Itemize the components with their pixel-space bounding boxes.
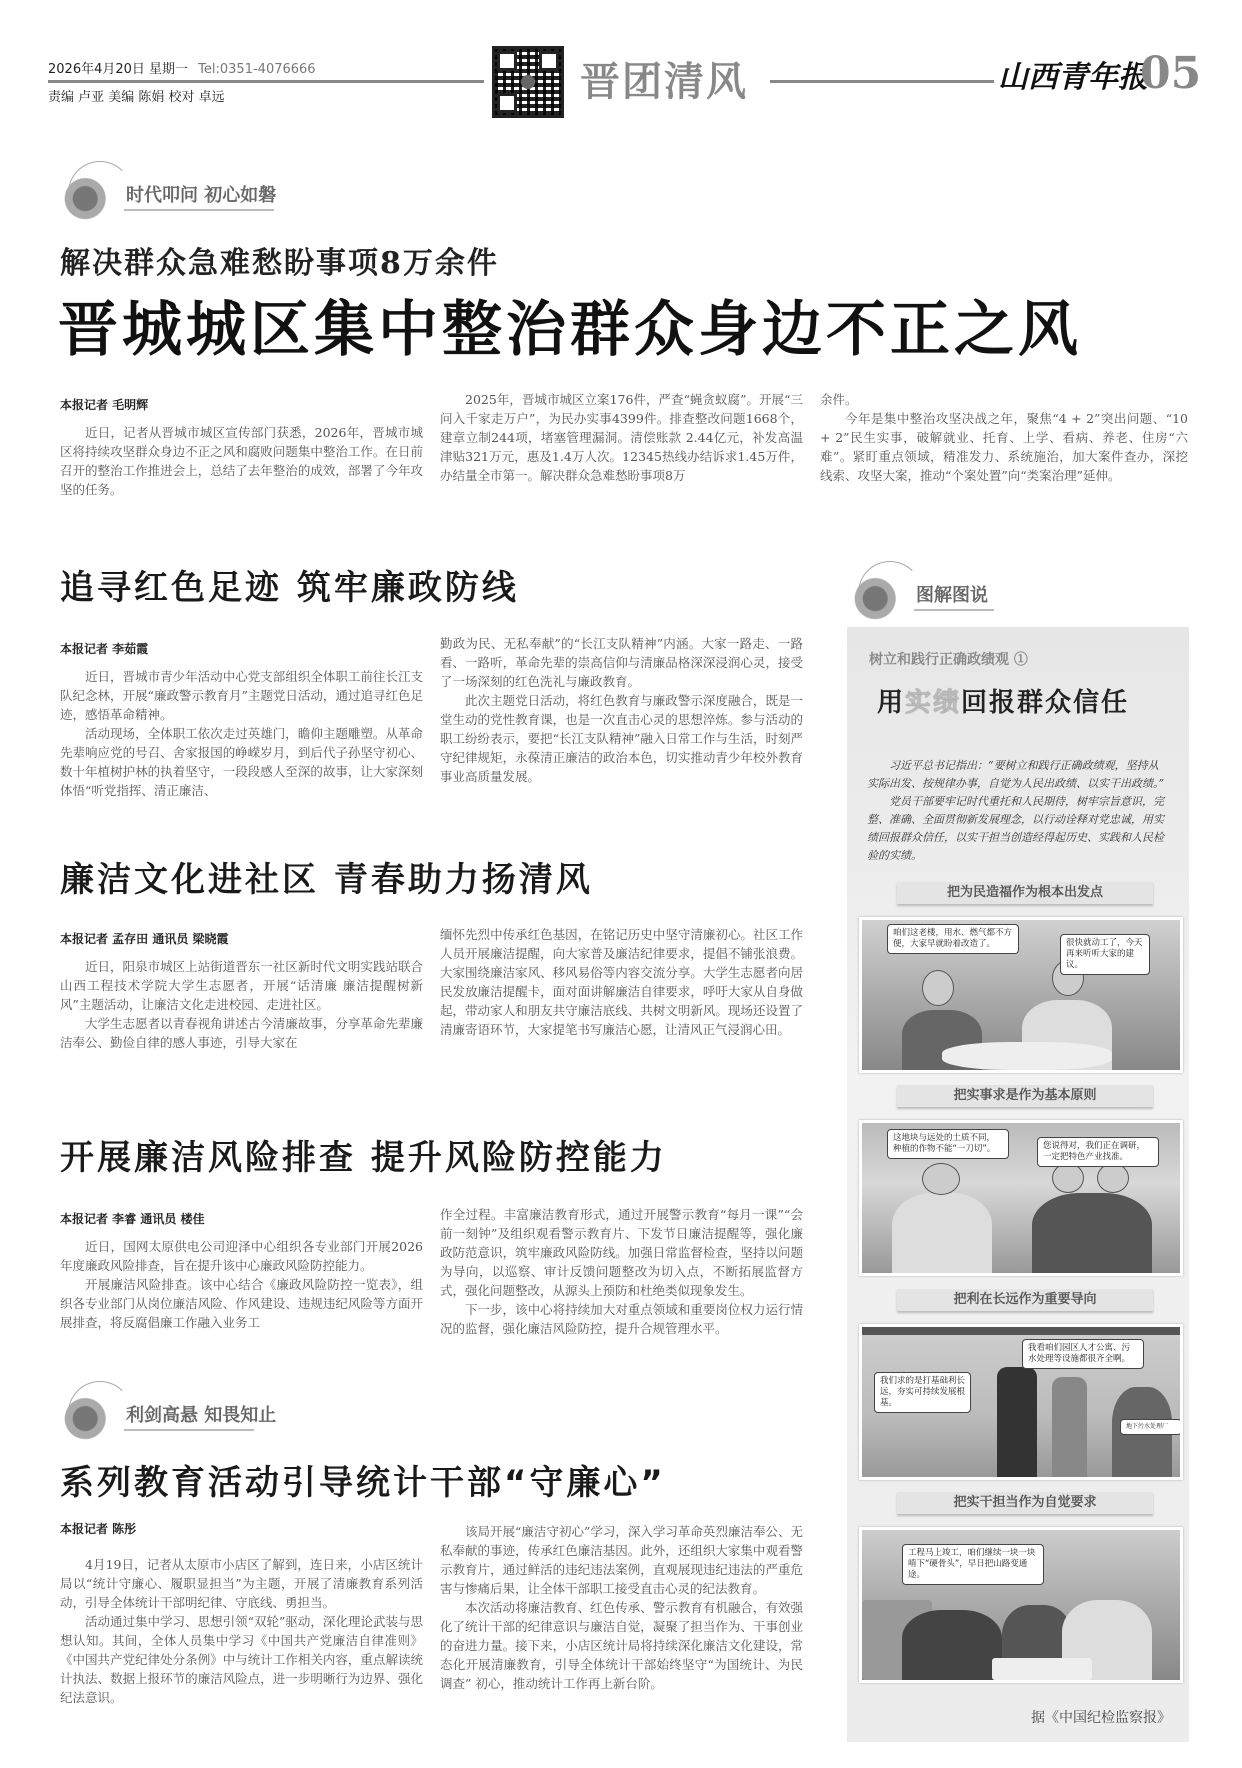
tag-ring <box>858 561 922 625</box>
infographic-series: 树立和践行正确政绩观 ① <box>869 652 1028 668</box>
comic-illustration-1 <box>859 917 1183 1073</box>
issue-date <box>48 58 316 77</box>
quote-paragraph: 习近平总书记指出：“要树立和践行正确政绩观，坚持从实际出发、按规律办事，自觉为人民出政绩、以实干出政绩。” <box>867 759 1165 790</box>
paragraph: 今年是集中整治攻坚决战之年，聚焦“4 + 2”突出问题、“10 + 2”民生实事，破解就业、托育、上学、看病、养老、住房“六难”。紧盯重点领域，精准发力、系统施治，加大案件查办，深挖线索、攻坚大案，推动“个案处置”向“类案治理”延伸。 <box>820 411 1188 483</box>
quote-paragraph: 党员干部要牢记时代重托和人民期待，树牢宗旨意识，完整、准确、全面贯彻新发展理念，以行动诠释对党忠诚，用实绩回报群众信任，以实干担当创造经得起历史、实践和人民检验的实绩。 <box>867 795 1164 862</box>
panel-title-3: 把利在长远作为重要导向 <box>897 1289 1153 1311</box>
page-number: 05 <box>1140 48 1202 99</box>
article1-col3 <box>820 390 1188 485</box>
paragraph: 活动通过集中学习、思想引领“双轮”驱动，深化理论武装与思想认知。其间，全体人员集中学习《中国共产党廉洁自律准则》《中国共产党纪律处分条例》中与统计工作相关内容，重点解读统计执法、数据上报环节的廉洁风险点，进一步明晰行为边界、强化纪法意识。 <box>60 1614 423 1705</box>
article5-col2 <box>440 1522 803 1693</box>
panel-title-1: 把为民造福作为根本出发点 <box>897 882 1153 904</box>
paragraph: 下一步，该中心将持续加大对重点领域和重要岗位权力运行情况的监督，强化廉洁风险防控，提升合规管理水平。 <box>440 1302 803 1336</box>
speech-bubble: 这地块与远处的土质不同，种植的作物不能“一刀切”。 <box>887 1129 1009 1159</box>
tag-underline <box>124 1429 254 1431</box>
officials-figure <box>1032 1193 1152 1273</box>
comic-illustration-2 <box>859 1120 1183 1276</box>
article2-byline: 本报记者 李茹霞 <box>60 642 149 656</box>
infographic-quote <box>867 757 1167 865</box>
person-head <box>922 970 954 1006</box>
column-tag-label: 图解图说 <box>916 585 988 606</box>
title-part: 回报群众信任 <box>961 688 1130 718</box>
article5-headline: 系列教育活动引导统计干部“守廉心” <box>60 1463 666 1503</box>
worker-figure <box>902 1610 1002 1680</box>
header-rule-right <box>770 80 994 83</box>
article1-subhead: 解决群众急难愁盼事项8万余件 <box>60 246 499 281</box>
paragraph: 此次主题党日活动，将红色教育与廉政警示深度融合，既是一堂生动的党性教育课，也是一次直击心灵的思想淬炼。参与活动的职工纷纷表示，要把“长江支队精神”融入日常工作与生活，时刻严守纪律规矩，永葆清正廉洁的政治本色，切实推动青少年校外教育事业高质量发展。 <box>440 693 803 784</box>
article3-col1 <box>60 957 423 1052</box>
article1-col1 <box>60 423 423 499</box>
straw-hat <box>1052 1163 1084 1193</box>
editors-credit: 责编 卢亚 美编 陈娟 校对 卓远 <box>48 90 225 105</box>
infographic-title <box>877 682 1129 719</box>
speech-bubble: 咱们这老楼，用水、燃气都不方便，大家早就盼着改造了。 <box>887 924 1019 954</box>
official-figure <box>1052 1377 1087 1477</box>
tag-underline <box>914 609 994 611</box>
paragraph: 2025年，晋城市城区立案176件，严查“蝇贪蚁腐”。开展“三问入千家走万户”，为民办实事4399件。排查整改问题1668个，建章立制244项，堵塞管理漏洞。清偿账款 2.44亿元，补发高温津贴321万元，惠及1.4万人次。12345热线办结诉求1.45万件，办结量全市第一。解决群众急难愁盼事项8万 <box>440 392 803 483</box>
tag-underline <box>124 209 274 211</box>
inset-label: 地下污水处理厂 <box>1120 1419 1182 1435</box>
speech-bubble: 您说得对，我们正在调研，一定把特色产业找准。 <box>1037 1137 1159 1167</box>
paragraph: 近日，晋城市青少年活动中心党支部组织全体职工前往长江支队纪念林，开展“廉政警示教育月”主题党日活动，通过追寻红色足迹，感悟革命精神。 <box>60 669 423 722</box>
section-title: 晋团清风 <box>580 58 748 105</box>
tag-ring <box>68 1381 132 1445</box>
article3-byline: 本报记者 孟存田 通讯员 梁晓霞 <box>60 932 229 946</box>
article2-headline: 追寻红色足迹 筑牢廉政防线 <box>60 568 519 608</box>
title-highlight: 实绩 <box>905 688 962 718</box>
column-tag-infographic <box>850 565 1010 623</box>
speech-bubble: 很快就动工了，今天再来听听大家的建议。 <box>1060 934 1150 975</box>
blueprint <box>992 1658 1092 1680</box>
article5-col1 <box>60 1555 423 1707</box>
column-tag-label: 利剑高悬 知畏知止 <box>126 1405 277 1426</box>
article1-col2 <box>440 390 803 485</box>
infographic-source: 据《中国纪检监察报》 <box>1031 1710 1171 1726</box>
title-part: 用 <box>877 688 906 718</box>
article2-col1 <box>60 667 423 800</box>
panel-title-4: 把实干担当作为自觉要求 <box>897 1492 1153 1514</box>
paragraph: 本次活动将廉洁教育、红色传承、警示教育有机融合，有效强化了统计干部的纪律意识与廉洁自觉，凝聚了担当作为、干事创业的奋进力量。接下来，小店区统计局将持续深化廉洁文化建设，常态化开展清廉教育，引导全体统计干部始终坚守“为国统计、为民调查” 初心，推动统计工作再上新台阶。 <box>440 1600 803 1691</box>
speech-bubble: 我们求的是打基础利长远，夯实可持续发展根基。 <box>874 1372 971 1413</box>
paragraph: 开展廉洁风险排查。该中心结合《廉政风险防控一览表》，组织各专业部门从岗位廉洁风险、作风建设、违规违纪风险等方面开展排查，将反腐倡廉工作融入业务工 <box>60 1277 423 1330</box>
table-map <box>942 1042 1112 1070</box>
paragraph: 缅怀先烈中传承红色基因，在铭记历史中坚守清廉初心。社区工作人员开展廉洁提醒，向大家普及廉洁纪律要求，提倡不铺张浪费。大家围绕廉洁家风、移风易俗等内容交流分享。大学生志愿者向居民发放廉洁提醒卡，面对面讲解廉洁自律要求，呼吁大家从自身做起，带动家人和朋友共守廉洁底线、共树文明新风。现场还设置了清廉寄语环节，大家提笔书写廉洁心愿，让清风正气浸润心田。 <box>440 927 803 1037</box>
official-figure <box>997 1367 1037 1477</box>
paragraph: 大学生志愿者以青春视角讲述古今清廉故事，分享革命先辈廉洁奉公、勤俭自律的感人事迹，引导大家在 <box>60 1016 423 1050</box>
article4-col2 <box>440 1205 803 1338</box>
newspaper-logo: 山西青年报 <box>998 60 1148 95</box>
paragraph: 作全过程。丰富廉洁教育形式，通过开展警示教育“每月一课”“会前一刻钟”及组织观看警示教育片、下发节日廉洁提醒等，强化廉政防范意识，筑牢廉政风险防线。加强日常监督检查，坚持以问题为导向，以巡察、审计反馈问题整改为切入点，不断拓展监督方式，强化问题整改，从源头上预防和杜绝类似现象发生。 <box>440 1207 803 1298</box>
paragraph: 活动现场，全体职工依次走过英雄门，瞻仰主题雕塑。从革命先辈响应党的号召、舍家报国的峥嵘岁月，到后代子孙坚守初心、数十年植树护林的执着坚守，一段段感人至深的故事，让大家深刻体悟“听党指挥、清正廉洁、 <box>60 726 423 798</box>
article4-byline: 本报记者 李睿 通讯员 楼佳 <box>60 1212 205 1226</box>
column-tag-label: 时代叩问 初心如磐 <box>126 185 277 206</box>
article5-byline: 本报记者 陈彤 <box>60 1522 137 1536</box>
comic-illustration-3 <box>859 1324 1183 1480</box>
panel-title-2: 把实事求是作为基本原则 <box>897 1085 1153 1107</box>
column-tag-sword <box>60 1385 300 1443</box>
article4-headline: 开展廉洁风险排查 提升风险防控能力 <box>60 1138 667 1178</box>
comic-illustration-4 <box>859 1527 1183 1683</box>
article4-col1 <box>60 1237 423 1332</box>
article1-byline: 本报记者 毛明辉 <box>60 398 149 412</box>
farmer-figure <box>892 1193 992 1273</box>
article3-headline: 廉洁文化进社区 青春助力扬清风 <box>60 860 593 900</box>
paragraph: 该局开展“廉洁守初心”学习，深入学习革命英烈廉洁奉公、无私奉献的事迹，传承红色廉洁基因。此外，还组织大家集中观看警示教育片，通过鲜活的违纪违法案例，直观展现违纪违法的严重危害与惨痛后果，让全体干部职工接受直击心灵的纪法教育。 <box>440 1524 803 1596</box>
paragraph: 勤政为民、无私奉献”的“长江支队精神”内涵。大家一路走、一路看、一路听，革命先辈的崇高信仰与清廉品格深深浸润心灵，接受了一场深刻的红色洗礼与廉政教育。 <box>440 636 803 689</box>
article3-col2 <box>440 925 803 1039</box>
paragraph: 余件。 <box>820 392 858 407</box>
paragraph: 近日，记者从晋城市城区宣传部门获悉，2026年，晋城市城区将持续攻坚群众身边不正之风和腐败问题集中整治工作。在日前召开的整治工作推进会上，总结了去年整治的成效，部署了今年攻坚的任务。 <box>60 425 423 497</box>
speech-bubble: 我看咱们园区人才公寓、污水处理等设施都很齐全啊。 <box>1022 1339 1144 1369</box>
article2-col2 <box>440 634 803 786</box>
straw-hat <box>922 1163 960 1195</box>
infographic-panel <box>847 627 1189 1742</box>
telephone: Tel:0351-4076666 <box>198 62 316 77</box>
qr-code-icon[interactable] <box>492 46 564 118</box>
article1-headline: 晋城城区集中整治群众身边不正之风 <box>58 295 1082 365</box>
header-rule-left <box>48 80 484 83</box>
tag-ring <box>68 161 132 225</box>
column-tag-era <box>60 165 300 223</box>
paragraph: 4月19日，记者从太原市小店区了解到，连日来，小店区统计局以“统计守廉心、履职显担当”为主题，开展了清廉教育系列活动，引导全体统计干部明纪律、守底线、勇担当。 <box>60 1557 423 1610</box>
straw-hat <box>1097 1163 1129 1193</box>
paragraph: 近日，阳泉市城区上站街道晋东一社区新时代文明实践站联合山西工程技术学院大学生志愿者，开展“话清廉 廉洁提醒树新风”主题活动，让廉洁文化走进校园、走进社区。 <box>60 959 423 1012</box>
paragraph: 近日，国网太原供电公司迎泽中心组织各专业部门开展2026年度廉政风险排查，旨在提升该中心廉政风险防控能力。 <box>60 1239 423 1273</box>
date-text: 2026年4月20日 星期一 <box>48 62 189 77</box>
speech-bubble: 工程马上竣工，咱们继续一块一块啃下“硬骨头”，早日把山路变通途。 <box>902 1544 1044 1585</box>
